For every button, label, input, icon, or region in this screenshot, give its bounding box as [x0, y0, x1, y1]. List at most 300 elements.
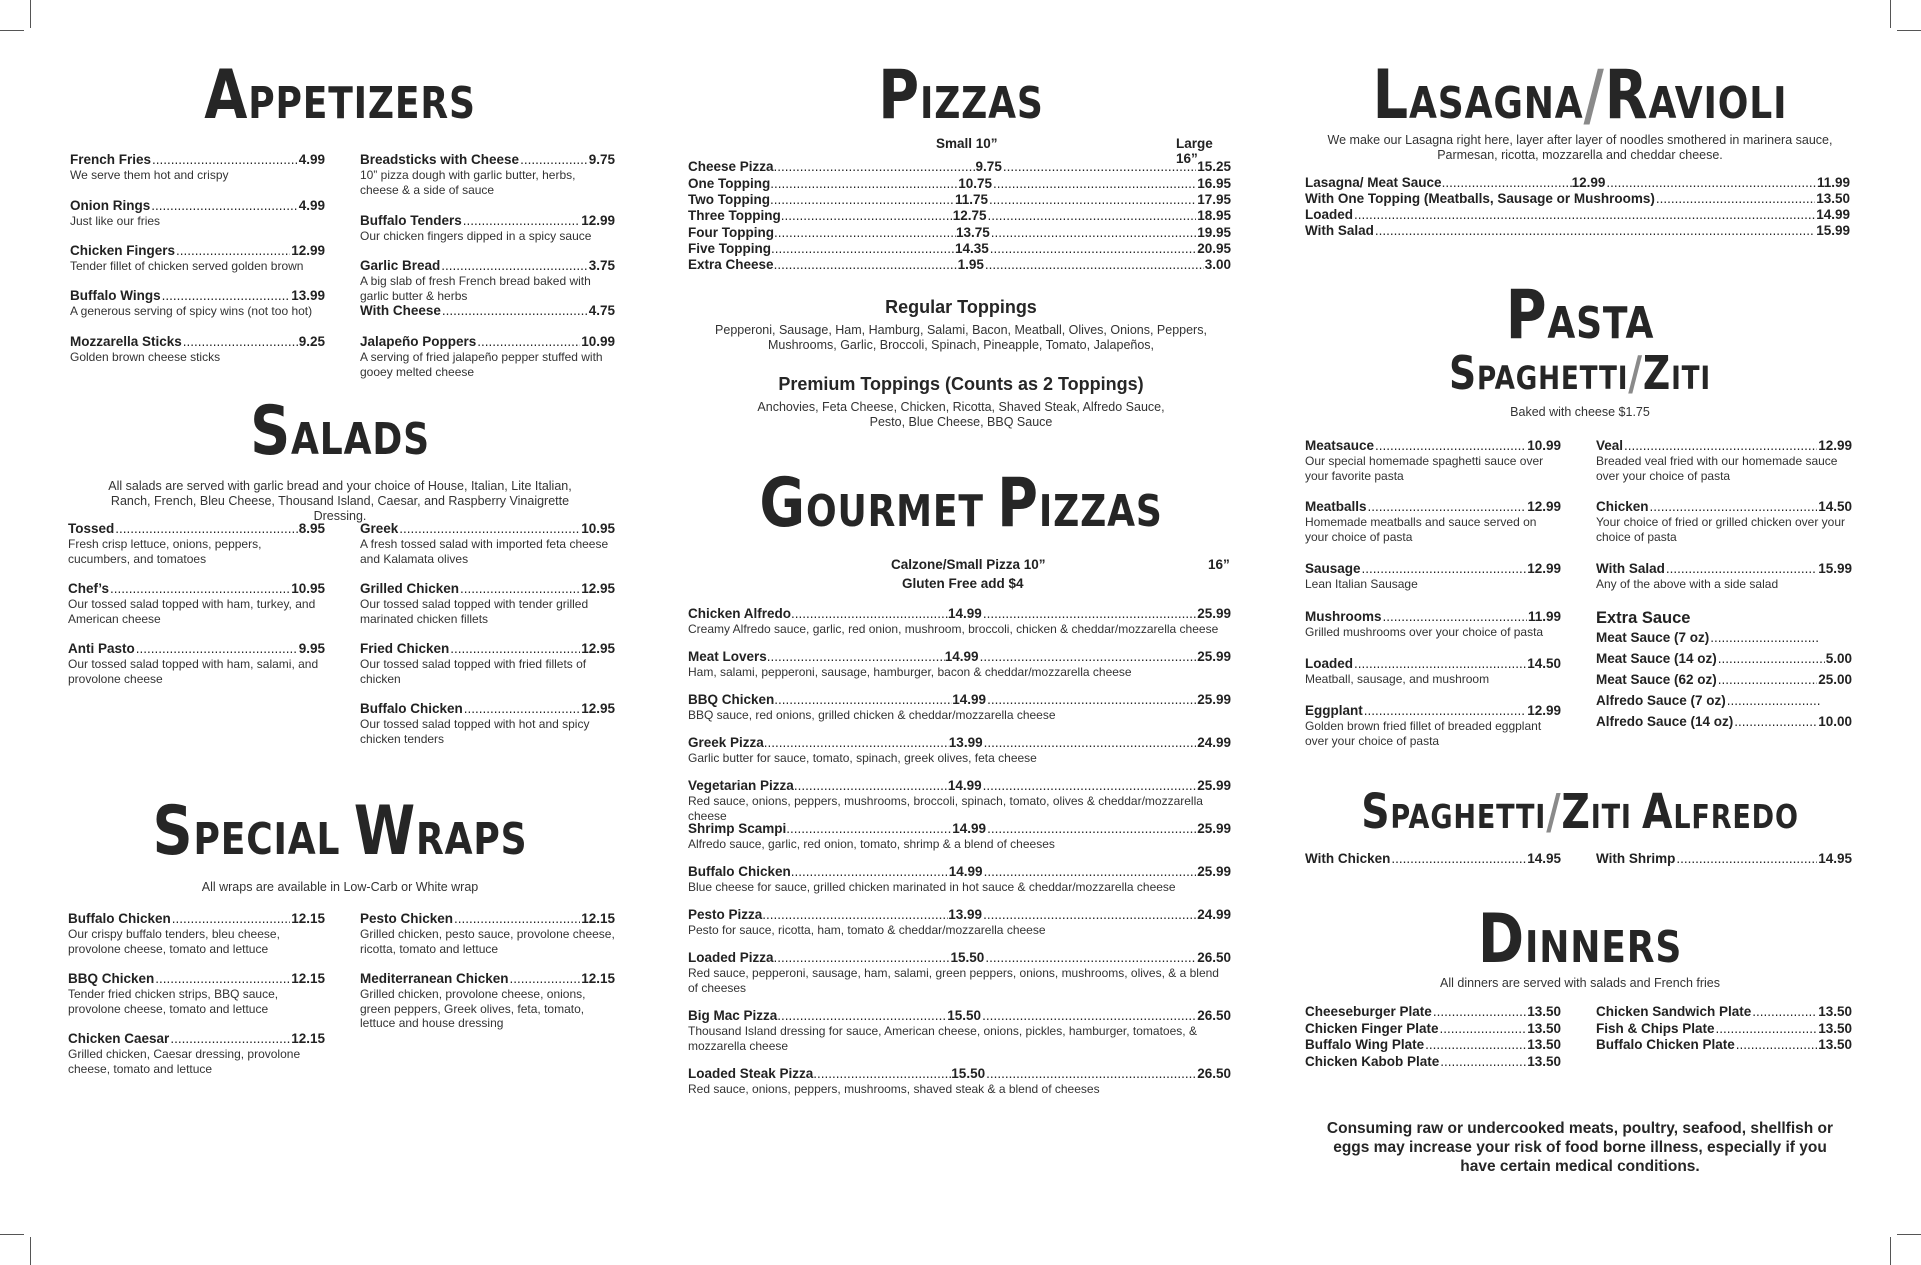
item-desc: Homemade meatballs and sauce served on your choice of pasta [1305, 515, 1537, 544]
dinners-title [1355, 900, 1806, 979]
list-item [1596, 561, 1852, 592]
list-item [1596, 651, 1852, 666]
item-name: Anti Pasto [68, 641, 135, 656]
title-rest: RAPS [416, 814, 528, 865]
item-name: Meat Sauce (14 oz) [1596, 651, 1717, 666]
list-item [688, 606, 1231, 637]
item-name: Onion Rings [70, 198, 151, 213]
small-price: 14.99 [952, 692, 987, 707]
item-desc: Thousand Island dressing for sauce, American cheese, onions, pickles, hamburger, tomatoes, & mozzarella cheese [688, 1024, 1197, 1053]
large-price: 25.99 [1197, 778, 1231, 793]
item-desc: Blue cheese for sauce, grilled chicken marinated in hot sauce & cheddar/mozzarella cheese [688, 880, 1176, 894]
list-item [360, 334, 615, 379]
title-rest: OURMET [805, 486, 998, 537]
list-item [688, 1066, 1231, 1097]
title-rest: ASAGNA [1409, 78, 1584, 129]
item-price: 12.99 [1527, 703, 1561, 718]
regular-toppings-text: Pepperoni, Sausage, Ham, Hamburg, Salami, Bacon, Meatball, Olives, Onions, Peppers, Mushrooms, Garlic, Broccoli, Spinach, Pineapple, Tomato, Jalapeños, [715, 323, 1207, 352]
large-price: 3.00 [1204, 257, 1231, 272]
item-price: 10.00 [1818, 714, 1852, 729]
list-item [68, 911, 325, 956]
item-price: 9.95 [298, 641, 325, 656]
item-name: Four Topping [688, 225, 774, 240]
title-slash: / [1546, 784, 1562, 840]
item-price: 13.50 [1527, 1021, 1561, 1036]
item-price: 5.00 [1825, 651, 1852, 666]
item-name: Meatsauce [1305, 438, 1375, 453]
item-desc: Just like our fries [70, 214, 161, 228]
title-cap: P [1505, 276, 1548, 355]
list-item [1596, 1037, 1852, 1052]
list-item [70, 152, 325, 183]
large-price: 19.95 [1197, 225, 1231, 240]
list-item [1305, 499, 1561, 544]
item-desc: Ham, salami, pepperoni, sausage, hamburger, bacon & cheddar/mozzarella cheese [688, 665, 1132, 679]
item-name: Jalapeño Poppers [360, 334, 477, 349]
item-desc: Our tossed salad topped with fried fillets of chicken [360, 657, 587, 686]
item-desc: Tender fried chicken strips, BBQ sauce, provolone cheese, tomato and lettuce [68, 987, 279, 1016]
list-item [1596, 693, 1821, 708]
item-name: Five Topping [688, 241, 771, 256]
list-item [360, 911, 615, 956]
small-price: 14.99 [952, 821, 987, 836]
small-price: 15.50 [947, 1008, 982, 1023]
item-name: Two Topping [688, 192, 770, 207]
title-rest: PAGHETTI [1390, 797, 1547, 836]
large-price: 24.99 [1197, 907, 1231, 922]
item-desc: Our tossed salad topped with hot and spicy chicken tenders [360, 717, 590, 746]
list-item [360, 521, 615, 566]
premium-toppings-text: Anchovies, Feta Cheese, Chicken, Ricotta, Shaved Steak, Alfredo Sauce, Pesto, Blue Cheese, BBQ Sauce [757, 400, 1165, 429]
list-item [1305, 703, 1561, 748]
list-item [1305, 191, 1850, 206]
small-price: 9.75 [975, 159, 1002, 174]
item-name: Loaded [1305, 656, 1354, 671]
item-name: Fish & Chips Plate [1596, 1021, 1715, 1036]
title-cap: S [250, 392, 292, 471]
item-price: 12.99 [291, 243, 325, 258]
list-item [688, 208, 1231, 223]
item-name: Buffalo Wing Plate [1305, 1037, 1425, 1052]
crop-mark [1890, 1237, 1891, 1265]
crop-mark [30, 1237, 31, 1265]
title-rest: ITI [1590, 797, 1643, 836]
list-item [68, 641, 325, 686]
item-desc: Our tossed salad topped with ham, turkey, and American cheese [68, 597, 316, 626]
item-desc: Our tossed salad topped with ham, salami, and provolone cheese [68, 657, 319, 686]
list-item [688, 950, 1231, 995]
large-price: 15.25 [1197, 159, 1231, 174]
title-cap: D [1477, 900, 1525, 979]
title-rest: PECIAL [193, 814, 354, 865]
item-name: Buffalo Chicken [360, 701, 463, 716]
list-item [1305, 207, 1850, 222]
large-price: 25.99 [1197, 692, 1231, 707]
small-price: 15.50 [951, 1066, 986, 1081]
item-desc: Red sauce, pepperoni, sausage, ham, salami, green peppers, onions, mushrooms, olives, & a blend of cheeses [688, 966, 1219, 995]
list-item [688, 735, 1231, 766]
item-price: 14.95 [1527, 851, 1561, 866]
item-desc: Golden brown cheese sticks [70, 350, 221, 364]
title-rest: ASTA [1547, 298, 1655, 349]
item-price: 12.15 [581, 911, 615, 926]
item-price: 10.95 [291, 581, 325, 596]
item-name: Meat Sauce (7 oz) [1596, 630, 1710, 645]
item-name: Vegetarian Pizza [688, 778, 794, 793]
title-cap: S [152, 792, 194, 871]
item-price: 12.15 [291, 911, 325, 926]
item-desc: Red sauce, onions, peppers, mushrooms, broccoli, spinach, tomato, olives & cheddar/mozzarella cheese [688, 794, 1203, 823]
salads-note: All salads are served with garlic bread and your choice of House, Italian, Lite Italian, Ranch, French, Bleu Cheese, Thousand Island, Caesar, and Raspberry Vinaigrette Dressing. [108, 479, 572, 523]
list-item [688, 907, 1231, 938]
title-cap: S [1361, 784, 1391, 840]
item-name: Buffalo Chicken [68, 911, 171, 926]
item-price: 9.75 [588, 152, 615, 167]
list-item [1305, 656, 1561, 687]
title-rest: INNERS [1524, 922, 1683, 973]
item-name: Loaded [1305, 207, 1354, 222]
wraps-note: All wraps are available in Low-Carb or White wrap [201, 880, 479, 894]
title-rest: IZZAS [919, 78, 1044, 129]
list-item [1305, 1037, 1561, 1052]
item-desc: Creamy Alfredo sauce, garlic, red onion, mushroom, broccoli, chicken & cheddar/mozzarella cheese [688, 622, 1219, 636]
list-item [360, 258, 615, 303]
large-price: 24.99 [1197, 735, 1231, 750]
list-item [688, 864, 1231, 895]
title-rest: PPETIZERS [248, 78, 476, 129]
item-name: Breadsticks with Cheese [360, 152, 520, 167]
item-name: Loaded Steak Pizza [688, 1066, 814, 1081]
item-price: 12.15 [291, 1031, 325, 1046]
title-slash: / [1583, 56, 1605, 135]
item-desc: Red sauce, onions, peppers, mushrooms, shaved steak & a blend of cheeses [688, 1082, 1100, 1096]
title-rest: ITI [1671, 359, 1711, 397]
item-name: Chicken Fingers [70, 243, 176, 258]
small-price: 13.99 [948, 907, 983, 922]
title-rest: ALADS [291, 414, 430, 465]
item-name: Buffalo Chicken [688, 864, 791, 879]
item-desc: Pesto for sauce, ricotta, ham, tomato & cheddar/mozzarella cheese [688, 923, 1046, 937]
large-price: 25.99 [1197, 649, 1231, 664]
list-item [360, 701, 615, 746]
item-desc: Grilled chicken, provolone cheese, onions, green peppers, Greek olives, feta, tomato, lettuce and house dressing [360, 987, 586, 1030]
item-price: 12.95 [581, 581, 615, 596]
large-size-header: Large 16” [1176, 136, 1213, 166]
list-item [1305, 1004, 1561, 1019]
item-name: Greek [360, 521, 399, 536]
item-name: One Topping [688, 176, 771, 191]
item-desc: Grilled mushrooms over your choice of pasta [1305, 625, 1544, 639]
item-desc: 10” pizza dough with garlic butter, herbs, cheese & a side of sauce [360, 168, 576, 197]
small-price: 14.99 [947, 778, 982, 793]
list-item [688, 192, 1231, 207]
item-price: 9.25 [298, 334, 325, 349]
item-price: 12.99 [1818, 438, 1852, 453]
list-item [688, 176, 1231, 191]
title-cap: G [759, 464, 806, 543]
item-name: Pesto Chicken [360, 911, 454, 926]
crop-mark [1890, 0, 1891, 28]
item-name: Chicken [1596, 499, 1649, 514]
list-item [1305, 1054, 1561, 1069]
item-name: Chicken Alfredo [688, 606, 792, 621]
item-desc: Golden brown fried fillet of breaded eggplant over your choice of pasta [1305, 719, 1542, 748]
list-item [360, 641, 615, 686]
item-name: With Salad [1305, 223, 1374, 238]
wraps-title [110, 792, 569, 871]
list-item [360, 581, 615, 626]
small-price: 14.99 [948, 606, 982, 621]
list-item [1596, 714, 1852, 729]
item-name: Chef’s [68, 581, 110, 596]
item-name: Buffalo Tenders [360, 213, 462, 228]
item-price: 11.99 [1527, 609, 1561, 624]
large-price: 25.99 [1197, 821, 1231, 836]
small-price: 12.75 [952, 208, 987, 223]
item-name: Eggplant [1305, 703, 1363, 718]
item-name: Pesto Pizza [688, 907, 763, 922]
list-item [688, 692, 1231, 723]
list-item [688, 159, 1231, 174]
item-price: 12.99 [1527, 561, 1561, 576]
list-item [1596, 1021, 1852, 1036]
lasagna-title [1355, 56, 1806, 135]
crop-mark [1897, 30, 1921, 31]
item-price: 25.00 [1818, 672, 1852, 687]
list-item [1305, 438, 1561, 483]
pasta-subtitle [1355, 346, 1806, 400]
item-name: Alfredo Sauce (7 oz) [1596, 693, 1726, 708]
item-name: Mushrooms [1305, 609, 1382, 624]
item-name: Veal [1596, 438, 1624, 453]
small-price: 13.75 [955, 225, 990, 240]
item-name: With One Topping (Meatballs, Sausage or Mushrooms) [1305, 191, 1655, 206]
list-item [1305, 609, 1561, 640]
item-price: 10.99 [581, 334, 615, 349]
pasta-title [1355, 276, 1806, 355]
title-cap: L [1372, 56, 1410, 135]
gourmet-small-header: Calzone/Small Pizza 10” [891, 557, 1046, 572]
item-price: 14.95 [1818, 851, 1852, 866]
item-name: Meatballs [1305, 499, 1367, 514]
item-name: Buffalo Wings [70, 288, 161, 303]
item-name: Big Mac Pizza [688, 1008, 778, 1023]
item-price: 10.95 [581, 521, 615, 536]
crop-mark [0, 30, 24, 31]
list-item [70, 288, 325, 319]
item-name: With Salad [1596, 561, 1665, 576]
list-item [1596, 499, 1852, 544]
list-item [1305, 1021, 1561, 1036]
item-name: Meat Lovers [688, 649, 767, 664]
item-desc: Our special homemade spaghetti sauce over your favorite pasta [1305, 454, 1544, 483]
large-price: 25.99 [1197, 864, 1231, 879]
large-price: 25.99 [1197, 606, 1231, 621]
item-desc: Grilled chicken, pesto sauce, provolone cheese, ricotta, tomato and lettuce [360, 927, 615, 956]
item-desc: Your choice of fried or grilled chicken over your choice of pasta [1596, 515, 1846, 544]
item-desc: Garlic butter for sauce, tomato, spinach, greek olives, feta cheese [688, 751, 1037, 765]
list-item [360, 303, 615, 318]
item-price: 14.99 [1816, 207, 1850, 222]
small-size-header: Small 10” [936, 136, 998, 151]
item-desc: Lean Italian Sausage [1305, 577, 1418, 591]
item-price: 12.95 [581, 701, 615, 716]
item-name: Loaded Pizza [688, 950, 774, 965]
list-item [68, 971, 325, 1016]
item-price: 13.50 [1818, 1021, 1852, 1036]
item-name: Mediterranean Chicken [360, 971, 509, 986]
item-name: Chicken Kabob Plate [1305, 1054, 1440, 1069]
list-item [360, 152, 615, 197]
item-desc: A fresh tossed salad with imported feta cheese and Kalamata olives [360, 537, 609, 566]
title-cap: A [1642, 784, 1674, 840]
item-price: 15.99 [1818, 561, 1852, 576]
item-desc: BBQ sauce, red onions, grilled chicken & cheddar/mozzarella cheese [688, 708, 1056, 722]
item-desc: A generous serving of spicy wins (not too hot) [70, 304, 313, 318]
item-name: Fried Chicken [360, 641, 450, 656]
item-name: French Fries [70, 152, 152, 167]
item-price: 12.15 [291, 971, 325, 986]
small-price: 10.75 [958, 176, 993, 191]
item-price: 15.99 [1816, 223, 1850, 238]
item-price: 10.99 [1527, 438, 1561, 453]
list-item [1596, 438, 1852, 483]
item-name: With Chicken [1305, 851, 1391, 866]
item-price: 12.95 [581, 641, 615, 656]
list-item [70, 334, 325, 365]
small-price: 14.99 [944, 649, 979, 664]
item-desc: Grilled chicken, Caesar dressing, provolone cheese, tomato and lettuce [68, 1047, 301, 1076]
list-item [70, 198, 325, 229]
item-desc: Fresh crisp lettuce, onions, peppers, cucumbers, and tomatoes [68, 537, 262, 566]
item-name: Cheeseburger Plate [1305, 1004, 1432, 1019]
large-price: 26.50 [1197, 950, 1231, 965]
title-cap: R [1604, 56, 1649, 135]
item-name: Extra Cheese [688, 257, 774, 272]
title-slash: / [1628, 346, 1643, 400]
item-desc: Any of the above with a side salad [1596, 577, 1779, 591]
lasagna-note: We make our Lasagna right here, layer after layer of noodles smothered in marinera sauce, Parmesan, ricotta, mozzarella and cheddar cheese. [1327, 133, 1833, 162]
title-cap: Z [1642, 346, 1672, 400]
title-cap: P [878, 56, 920, 135]
salads-title [110, 392, 569, 471]
list-item [1596, 851, 1852, 866]
item-desc: Our crispy buffalo tenders, bleu cheese, provolone cheese, tomato and lettuce [68, 927, 280, 956]
list-item [688, 241, 1231, 256]
item-name: Chicken Caesar [68, 1031, 170, 1046]
item-price: 12.15 [581, 971, 615, 986]
large-price: 17.95 [1197, 192, 1231, 207]
list-item [68, 581, 325, 626]
list-item [1305, 561, 1561, 592]
list-item [688, 257, 1231, 272]
list-item [688, 1008, 1231, 1053]
item-name: Buffalo Chicken Plate [1596, 1037, 1735, 1052]
title-cap: Z [1561, 784, 1591, 840]
item-name: Shrimp Scampi [688, 821, 787, 836]
large-price: 16.95 [1197, 176, 1231, 191]
small-price: 15.50 [950, 950, 985, 965]
large-price: 20.95 [1197, 241, 1231, 256]
list-item [1305, 175, 1850, 190]
item-name: Chicken Sandwich Plate [1596, 1004, 1752, 1019]
list-item [68, 521, 325, 566]
dinners-note: All dinners are served with salads and French fries [1440, 976, 1720, 990]
pizzas-title [736, 56, 1187, 135]
item-desc: Meatball, sausage, and mushroom [1305, 672, 1490, 686]
list-item [360, 971, 615, 1031]
item-desc: A big slab of fresh French bread baked with garlic butter & herbs [360, 274, 591, 303]
large-price: 26.50 [1197, 1066, 1231, 1081]
list-item [360, 213, 615, 244]
item-name: Tossed [68, 521, 115, 536]
item-desc: Our tossed salad topped with tender grilled marinated chicken fillets [360, 597, 589, 626]
item-name: Greek Pizza [688, 735, 764, 750]
premium-toppings-title: Premium Toppings (Counts as 2 Toppings) [778, 374, 1144, 394]
list-item [688, 778, 1231, 823]
item-name: Meat Sauce (62 oz) [1596, 672, 1717, 687]
item-price: 11.99 [1816, 175, 1850, 190]
large-price: 18.95 [1197, 208, 1231, 223]
small-price: 13.99 [948, 735, 983, 750]
item-price: 13.50 [1818, 1037, 1852, 1052]
item-desc: Our chicken fingers dipped in a spicy sauce [360, 229, 592, 243]
gourmet-large-header: 16” [1208, 557, 1230, 572]
small-price: 14.35 [955, 241, 989, 256]
item-name: BBQ Chicken [688, 692, 775, 707]
crop-mark [30, 0, 31, 28]
small-price: 1.95 [957, 257, 984, 272]
item-price: 4.99 [298, 152, 325, 167]
extra-sauce-title: Extra Sauce [1596, 609, 1691, 627]
item-price: 8.95 [298, 521, 325, 536]
item-name: Three Topping [688, 208, 781, 223]
regular-toppings-title: Regular Toppings [885, 297, 1037, 317]
gluten-free-note: Gluten Free add $4 [902, 576, 1024, 591]
list-item [1305, 851, 1561, 866]
item-name: Alfredo Sauce (14 oz) [1596, 714, 1734, 729]
item-desc: A serving of fried jalapeño pepper stuffed with gooey melted cheese [360, 350, 603, 379]
list-item [688, 821, 1231, 852]
title-rest: IZZAS [1038, 486, 1163, 537]
item-price: 14.50 [1818, 499, 1852, 514]
list-item [1596, 672, 1852, 687]
item-name: Grilled Chicken [360, 581, 460, 596]
item-desc: Tender fillet of chicken served golden brown [70, 259, 304, 273]
item-price: 14.50 [1527, 656, 1561, 671]
item-name: With Cheese [360, 303, 441, 318]
item-name: Sausage [1305, 561, 1361, 576]
alfredo-title [1355, 784, 1806, 840]
item-price: 13.50 [1816, 191, 1850, 206]
pasta-note: Baked with cheese $1.75 [1510, 405, 1650, 419]
item-name: Cheese Pizza [688, 159, 774, 174]
title-cap: P [997, 464, 1039, 543]
list-item [1305, 223, 1850, 238]
list-item [68, 1031, 325, 1076]
title-rest: PAGHETTI [1477, 359, 1629, 397]
food-safety-warning: Consuming raw or undercooked meats, poultry, seafood, shellfish or eggs may increase your risk of food borne illness, especially if you have certain medical conditions. [1326, 1120, 1834, 1175]
title-cap: W [353, 792, 417, 871]
item-name: Mozzarella Sticks [70, 334, 182, 349]
item-name: Chicken Finger Plate [1305, 1021, 1439, 1036]
list-item [688, 649, 1231, 680]
title-cap: A [204, 56, 249, 135]
title-cap: S [1449, 346, 1478, 400]
list-item [688, 225, 1231, 240]
item-price: 12.99 [1571, 175, 1606, 190]
appetizers-title [110, 56, 569, 135]
